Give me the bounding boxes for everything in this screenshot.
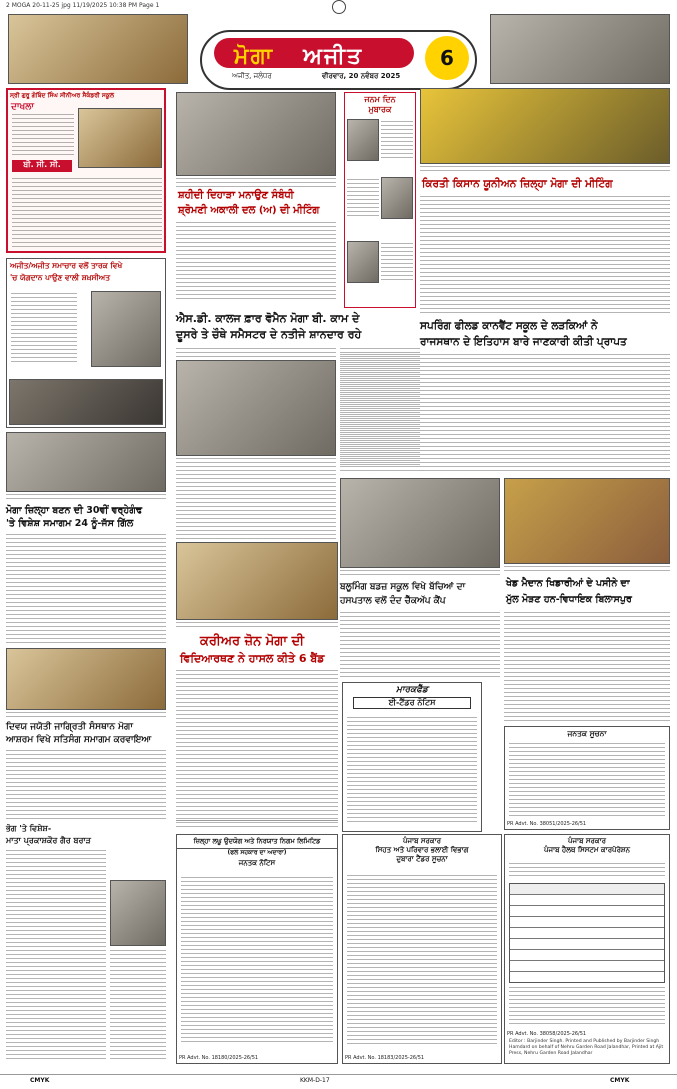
- career-body: [176, 670, 338, 830]
- school-ad-text: [12, 114, 74, 158]
- pscb-notice: [176, 834, 338, 1064]
- phsc-text: [509, 987, 665, 1027]
- satsang-headline-2: ਆਸ਼ਰਮ ਵਿਖੇ ਸਤਿਸੰਗ ਸਮਾਗਮ ਕਰਵਾਇਆ: [6, 735, 152, 745]
- masthead-banner: [214, 38, 414, 68]
- sports-caption: [504, 566, 670, 574]
- health-gov: ਪੰਜਾਬ ਸਰਕਾਰ: [402, 837, 441, 845]
- health-tender: [342, 834, 502, 1064]
- page-number: 6: [425, 36, 469, 80]
- pscb-pr-no: PR Advt. No. 18180/2025-26/51: [179, 1054, 259, 1061]
- satsang-body: [6, 750, 166, 820]
- kisan-caption: [420, 166, 670, 174]
- rally-body: [176, 222, 336, 300]
- clock-tower-photo: [490, 14, 670, 84]
- kisan-body: [420, 196, 670, 316]
- birthday-child-photo-3: [347, 241, 379, 283]
- career-caption: [176, 622, 338, 630]
- sports-headline-1: ਖੇਡ ਮੈਦਾਨ ਖਿਡਾਰੀਆਂ ਦੇ ਪਸੀਨੇ ਦਾ: [506, 578, 630, 589]
- hospital-headline-1: ਬਲੂਮਿੰਗ ਬਡਜ਼ ਸਕੂਲ ਵਿਖੇ ਬੱਚਿਆਂ ਦਾ: [340, 582, 466, 592]
- phsc-pr-no: PR Advt. No. 38058/2025-26/51: [507, 1031, 587, 1037]
- pscb-sub: (ਫਲ ਸਹਕਾਰ ਦਾ ਅਦਾਰਾ): [227, 849, 287, 856]
- school-ad-tag: ਬੀ. ਸੀ. ਸੀ.: [12, 160, 72, 172]
- obit-headline: ਮਾਤਾ ਪ੍ਰਕਾਸ਼ਕੌਰ ਗੈਰ ਬਰਾੜ: [6, 836, 91, 845]
- springfield-headline-1: ਸਪਰਿੰਗ ਫੀਲਡ ਕਾਨਵੈਂਟ ਸਕੂਲ ਦੇ ਲੜਕਿਆਂ ਨੇ: [420, 320, 598, 332]
- ajit-box: [6, 258, 166, 428]
- phsc-table: [509, 883, 665, 983]
- hospital-body: [340, 612, 500, 678]
- sports-headline-2: ਮੁੱਲ ਮੋੜਣ ਹਨ-ਵਿਧਾਇਕ ਬਿਲਾਸਪੁਰ: [506, 594, 632, 605]
- public-notice-title: ਜਨਤਕ ਨੋਟਿਸ: [238, 859, 276, 867]
- ajit-box-title-2: 'ਚ ਯੋਗਦਾਨ ਪਾਉਣ ਵਾਲੀ ਸ਼ਖ਼ਸੀਅਤ: [10, 273, 111, 282]
- imprint: Editor : Barjinder Singh. Printed and Published by Barjinder Singh Hamdard on behalf of Nehru Garden Road Jalandhar, Printed at Ajit Press, Nehru Garden Road Jalandhar: [509, 1039, 664, 1056]
- gurdwara-photo: [8, 14, 188, 84]
- person-portrait: [91, 291, 161, 367]
- masthead-title: [234, 44, 363, 69]
- footer-cmyk-left: CMYK: [30, 1077, 50, 1084]
- health-pr-no: PR Advt. No. 18183/2025-26/51: [345, 1054, 425, 1061]
- satsang-photo: [6, 648, 166, 710]
- public-info-pr-no: PR Advt. No. 38051/2025-26/51: [507, 820, 587, 827]
- masthead-title-right: ਅਜੀਤ: [303, 44, 364, 69]
- birthday-box: [344, 92, 416, 308]
- school-ad-sub: ਦਾਖਲਾ: [11, 102, 34, 112]
- rally-headline-top: ਸ਼ਹੀਦੀ ਦਿਹਾੜਾ ਮਨਾਉਣ ਸੰਬੰਧੀ: [178, 190, 294, 201]
- phsc-notice: [504, 834, 670, 1064]
- birthday-child-photo-2: [381, 177, 413, 219]
- dental-camp-photo: [340, 478, 500, 568]
- pscb-text: [181, 877, 333, 1045]
- birthday-title-1: ਜਨਮ ਦਿਨ: [364, 95, 396, 104]
- public-info-notice: [504, 726, 670, 830]
- public-info-text: [509, 743, 665, 817]
- rally-photo: [176, 92, 336, 176]
- college-headline-2: ਦੂਸਰੇ ਤੇ ਚੌਥੇ ਸਮੈਸਟਰ ਦੇ ਨਤੀਜੇ ਸ਼ਾਨਦਾਰ ਰਹੇ: [176, 328, 362, 341]
- bhawan-photo: [6, 432, 166, 492]
- satsang-caption: [6, 712, 166, 720]
- sports-body: [504, 612, 670, 722]
- obit-body: [6, 850, 106, 1060]
- footer-cmyk-right: CMYK: [610, 1077, 630, 1084]
- ajit-box-text: [11, 293, 77, 363]
- dental-caption: [340, 570, 500, 578]
- felicitation-photo: [9, 379, 163, 425]
- tender-notice-title: ਈ-ਟੈਂਡਰ ਨੋਟਿਸ: [353, 697, 471, 709]
- college-intro: [176, 348, 336, 358]
- bhawan-headline-1: ਮੋਗਾ ਜ਼ਿਲ੍ਹਾ ਬਣਨ ਦੀ 30ਵੀਂ ਵਰ੍ਹੇਗੰਢ: [6, 505, 143, 516]
- college-body-2: [176, 470, 336, 540]
- college-headline-1: ਐਸ.ਡੀ. ਕਾਲਜ ਫ਼ਾਰ ਵੋਮੈਨ ਮੋਗਾ ਬੀ. ਕਾਮ ਦੇ: [176, 312, 360, 325]
- rally-caption: [176, 178, 336, 188]
- health-text: [347, 875, 497, 1045]
- hospital-headline-2: ਹਸਪਤਾਲ ਵਲੋਂ ਦੰਦ ਚੈੱਕਅੱਪ ਕੈਂਪ: [340, 596, 446, 606]
- public-info-title: ਜਨਤਕ ਸੂਚਨਾ: [567, 729, 607, 738]
- rally-headline: ਸ਼੍ਰੋਮਣੀ ਅਕਾਲੀ ਦਲ (ਅ) ਦੀ ਮੀਟਿੰਗ: [178, 205, 320, 216]
- school-ad-text-2: [12, 178, 162, 248]
- obit-body-2: [110, 950, 166, 1060]
- birthday-child-text-2: [347, 179, 379, 217]
- birthday-title-2: ਮੁਬਾਰਕ: [368, 105, 392, 114]
- registration-mark-icon: [332, 0, 346, 14]
- phsc-title: ਪੰਜਾਬ ਹੈਲਥ ਸਿਸਟਮ ਕਾਰਪੋਰੇਸ਼ਨ: [544, 846, 630, 854]
- satsang-headline-1: ਦਿਵਯ ਜਯੋਤੀ ਜਾਗ੍ਰਿਤੀ ਸੰਸਥਾਨ ਮੋਗਾ: [6, 722, 133, 732]
- tender-text: [347, 717, 477, 825]
- sports-photo: [504, 478, 670, 564]
- school-ad-heading: ਸ੍ਰੀ ਗੁਰੂ ਗੋਬਿੰਦ ਸਿੰਘ ਸੀਨੀਅਰ ਸੈਕੰਡਰੀ ਸਕੂਲ: [10, 92, 115, 99]
- birthday-child-text-1: [381, 121, 413, 159]
- markfed-logo: ਮਾਰਕਫੈੱਡ: [396, 685, 428, 695]
- birthday-child-photo-1: [347, 119, 379, 161]
- college-caption: [176, 458, 336, 468]
- school-building-photo: [78, 108, 162, 168]
- springfield-body: [340, 354, 670, 474]
- career-photo: [176, 542, 338, 620]
- obit-portrait: [110, 880, 166, 946]
- college-photo: [176, 360, 336, 456]
- bhawan-body: [6, 534, 166, 644]
- masthead-date: ਵੀਰਵਾਰ, 20 ਨਵੰਬਰ 2025: [322, 72, 401, 80]
- kisan-headline: ਕਿਰਤੀ ਕਿਸਾਨ ਯੂਨੀਅਨ ਜ਼ਿਲ੍ਹਾ ਮੋਗਾ ਦੀ ਮੀਟਿੰਗ: [422, 178, 613, 190]
- school-ad: [6, 88, 166, 253]
- print-line: 2 MOGA 20-11-25 jpg 11/19/2025 10:38 PM Page 1: [6, 2, 160, 9]
- career-headline-1: ਕਰੀਅਰ ਜ਼ੋਨ ਮੋਗਾ ਦੀ: [200, 634, 305, 649]
- kisan-photo: [420, 88, 670, 164]
- health-dept: ਸਿਹਤ ਅਤੇ ਪਰਿਵਾਰ ਭਲਾਈ ਵਿਭਾਗ: [375, 846, 469, 854]
- birthday-child-text-3: [381, 243, 413, 281]
- phsc-gov: ਪੰਜਾਬ ਸਰਕਾਰ: [567, 837, 606, 845]
- bhawan-headline-2: 'ਤੇ ਵਿਸ਼ੇਸ਼ ਸਮਾਗਮ 24 ਨੂੰ-ਜੱਸ ਗਿੱਲ: [6, 518, 134, 529]
- career-headline-2: ਵਿਦਿਆਰਥਣ ਨੇ ਹਾਸਲ ਕੀਤੇ 6 ਬੈਂਡ: [180, 652, 325, 665]
- masthead-city: ਅਜੀਤ, ਜਲੰਧਰ: [232, 72, 272, 80]
- obit-headline-top: ਭੋਗ 'ਤੇ ਵਿਸ਼ੇਸ਼-: [6, 824, 52, 833]
- springfield-headline-2: ਰਾਜਸਥਾਨ ਦੇ ਇਤਿਹਾਸ ਬਾਰੇ ਜਾਣਕਾਰੀ ਕੀਤੀ ਪ੍ਰਾਪਤ: [420, 336, 627, 348]
- bhawan-caption: [6, 494, 166, 502]
- masthead-title-left: ਮੋਗਾ: [234, 44, 275, 69]
- divider: [176, 820, 338, 821]
- markfed-tender: [342, 682, 482, 832]
- health-tender-title: ਦੁਬਾਰਾ ਟੈਂਡਰ ਸੂਚਨਾ: [396, 855, 448, 863]
- pscb-title: ਜ਼ਿਲ੍ਹਾ ਲਘੂ ਉਦਯੋਗ ਅਤੇ ਨਿਰਯਾਤ ਨਿਗਮ ਲਿਮਿਟਿਡ: [177, 835, 337, 849]
- ajit-box-title-1: ਅਜੀਤ/ਅਜੀਤ ਸਮਾਚਾਰ ਵਲੋਂ ਤਾਰਕ ਵਿਖੇ: [10, 261, 123, 270]
- footer-code: KKM-D-17: [300, 1077, 330, 1084]
- masthead: [200, 30, 477, 90]
- footer-rule: [0, 1074, 677, 1075]
- phsc-intro: [509, 863, 665, 879]
